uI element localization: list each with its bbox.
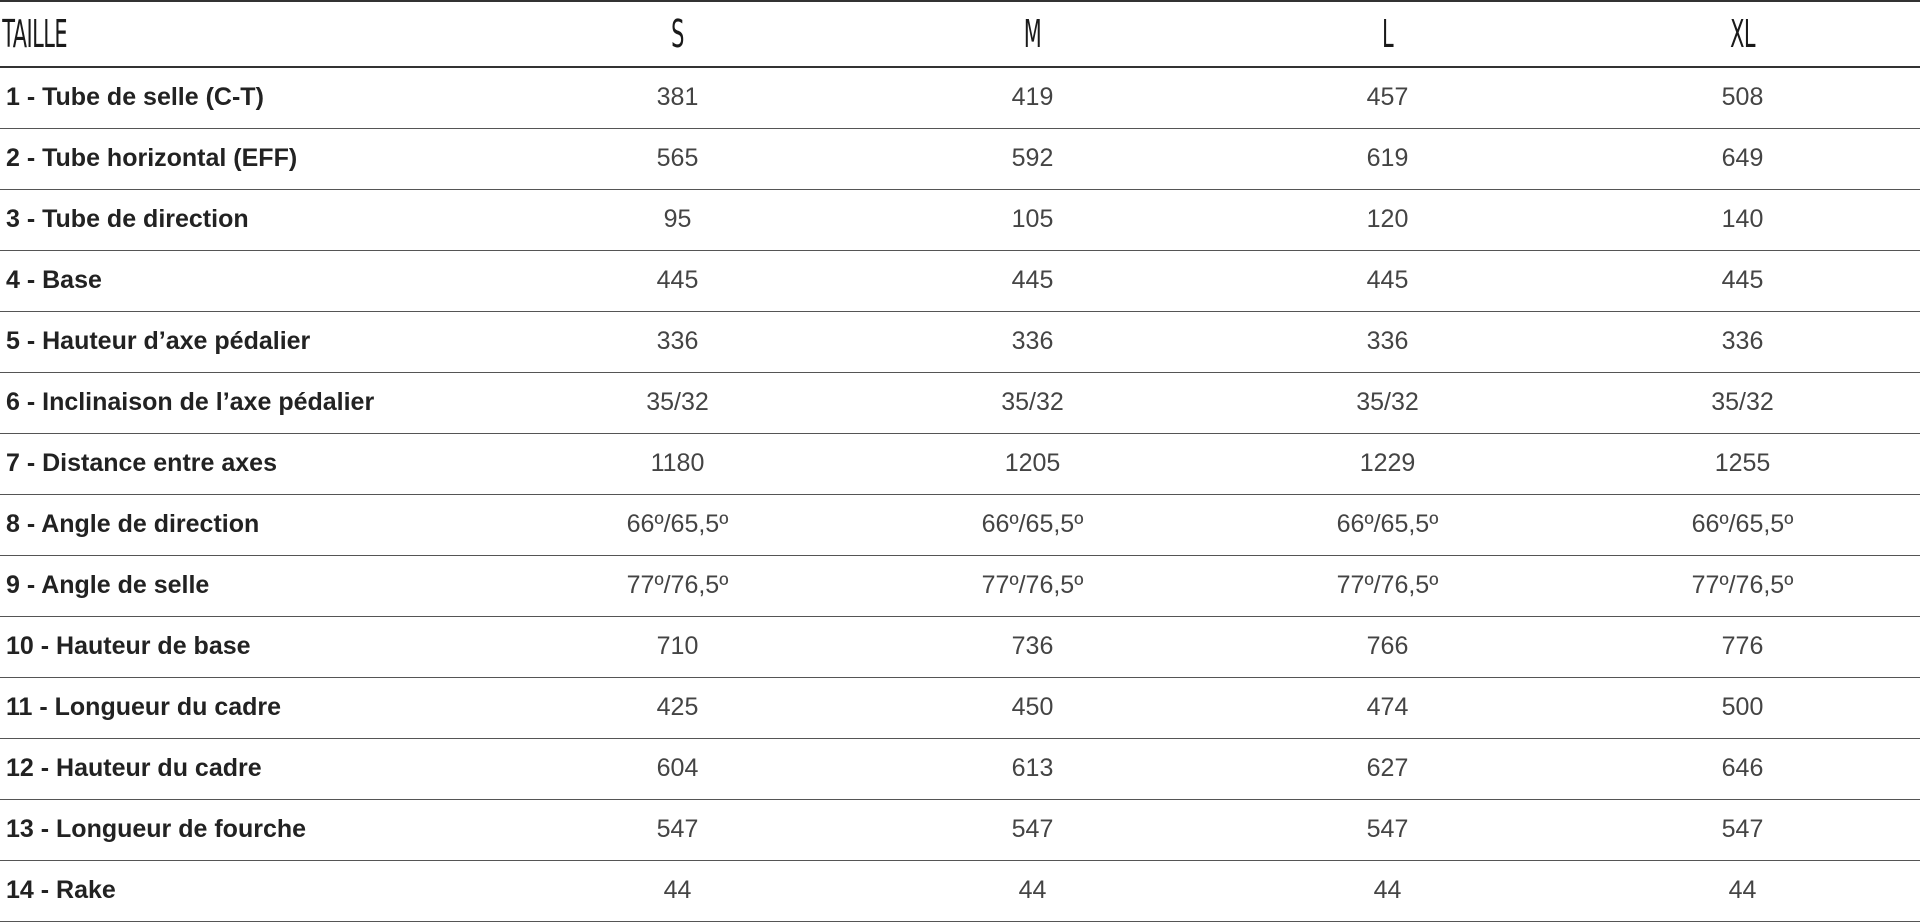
cell-value-xl: 646: [1721, 754, 1764, 782]
cell-value-l: 120: [1366, 205, 1409, 233]
cell-value-m: 450: [1011, 693, 1054, 721]
cell-value-s: 565: [656, 144, 699, 172]
cell-value-l: 77º/76,5º: [1336, 571, 1439, 599]
table-row: [0, 799, 1920, 860]
cell-value-xl: 547: [1721, 815, 1764, 843]
cell-value-l: 547: [1366, 815, 1409, 843]
table-row: [0, 860, 1920, 921]
cell-value-xl: 1255: [1714, 449, 1771, 477]
table-row: [0, 433, 1920, 494]
cell-value-m: 445: [1011, 266, 1054, 294]
row-label: 9 - Angle de selle: [6, 571, 210, 599]
cell-value-l: 766: [1366, 632, 1409, 660]
cell-value-s: 35/32: [646, 388, 709, 416]
cell-value-m: 44: [1018, 876, 1047, 904]
cell-value-xl: 140: [1721, 205, 1764, 233]
cell-value-m: 613: [1011, 754, 1054, 782]
row-label: 1 - Tube de selle (C-T): [6, 83, 264, 112]
row-label: 11 - Longueur du cadre: [6, 693, 282, 721]
cell-value-l: 474: [1366, 693, 1409, 721]
row-label: 2 - Tube horizontal (EFF): [6, 144, 298, 172]
cell-value-xl: 508: [1721, 83, 1764, 112]
cell-value-s: 66º/65,5º: [626, 510, 729, 538]
table-row: [0, 494, 1920, 555]
header-label: TAILLE: [2, 12, 68, 56]
cell-value-l: 627: [1366, 754, 1409, 782]
cell-value-xl: 336: [1721, 327, 1764, 355]
row-label: 6 - Inclinaison de l’axe pédalier: [6, 388, 375, 416]
cell-value-m: 1205: [1004, 449, 1061, 477]
cell-value-s: 1180: [650, 449, 705, 477]
table-row: [0, 311, 1920, 372]
cell-value-l: 35/32: [1356, 388, 1419, 416]
row-label: 12 - Hauteur du cadre: [6, 754, 262, 782]
cell-value-l: 336: [1366, 327, 1409, 355]
table-row: [0, 128, 1920, 189]
cell-value-m: 547: [1011, 815, 1054, 843]
table-row: [0, 738, 1920, 799]
row-label: 10 - Hauteur de base: [6, 632, 251, 660]
cell-value-s: 604: [656, 754, 699, 782]
size-header-m: M: [1023, 12, 1042, 56]
size-header-xl: XL: [1730, 12, 1755, 56]
cell-value-m: 592: [1011, 144, 1054, 172]
cell-value-xl: 500: [1721, 693, 1764, 721]
cell-value-l: 66º/65,5º: [1336, 510, 1439, 538]
cell-value-s: 44: [663, 876, 692, 904]
cell-value-xl: 35/32: [1711, 388, 1774, 416]
table-body: [0, 67, 1920, 921]
cell-value-xl: 44: [1728, 876, 1757, 904]
table-row: [0, 677, 1920, 738]
cell-value-m: 419: [1011, 83, 1054, 112]
cell-value-l: 44: [1373, 876, 1402, 904]
row-label: 14 - Rake: [6, 876, 116, 904]
cell-value-m: 736: [1011, 632, 1054, 660]
cell-value-l: 457: [1366, 83, 1409, 112]
row-label: 4 - Base: [6, 266, 102, 294]
cell-value-s: 381: [656, 83, 699, 112]
cell-value-m: 105: [1011, 205, 1054, 233]
header-row: [0, 1, 1920, 67]
table-row: [0, 67, 1920, 128]
cell-value-xl: 649: [1721, 144, 1764, 172]
row-label: 7 - Distance entre axes: [6, 449, 277, 477]
table-row: [0, 555, 1920, 616]
size-header-l: L: [1381, 12, 1394, 56]
cell-value-xl: 776: [1721, 632, 1764, 660]
cell-value-m: 336: [1011, 327, 1054, 355]
cell-value-m: 66º/65,5º: [981, 510, 1084, 538]
table-row: [0, 189, 1920, 250]
cell-value-s: 445: [656, 266, 699, 294]
cell-value-l: 619: [1366, 144, 1409, 172]
row-label: 8 - Angle de direction: [6, 510, 260, 538]
row-label: 13 - Longueur de fourche: [6, 815, 307, 843]
cell-value-s: 425: [656, 693, 699, 721]
cell-value-s: 710: [656, 632, 699, 660]
cell-value-l: 445: [1366, 266, 1409, 294]
cell-value-xl: 77º/76,5º: [1691, 571, 1794, 599]
cell-value-s: 95: [663, 205, 692, 233]
row-label: 3 - Tube de direction: [6, 205, 249, 233]
row-label: 5 - Hauteur d’axe pédalier: [6, 327, 311, 355]
cell-value-m: 77º/76,5º: [981, 571, 1084, 599]
cell-value-s: 547: [656, 815, 699, 843]
cell-value-s: 336: [656, 327, 699, 355]
cell-value-m: 35/32: [1001, 388, 1064, 416]
table-row: [0, 250, 1920, 311]
cell-value-xl: 445: [1721, 266, 1764, 294]
size-header-s: S: [671, 12, 684, 56]
table-row: [0, 372, 1920, 433]
cell-value-s: 77º/76,5º: [626, 571, 729, 599]
table-row: [0, 616, 1920, 677]
cell-value-xl: 66º/65,5º: [1691, 510, 1794, 538]
cell-value-l: 1229: [1359, 449, 1416, 477]
